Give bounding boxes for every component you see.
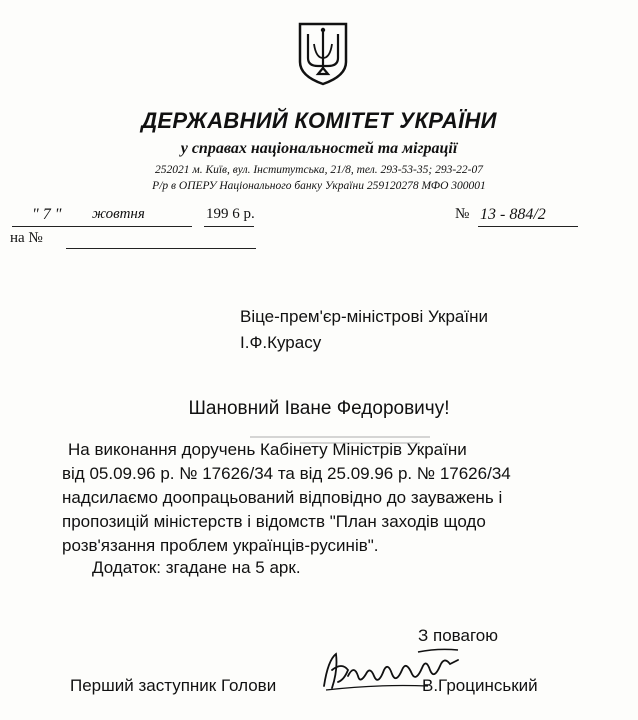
addressee-position: Віце-прем'єр-міністрові України xyxy=(240,307,488,326)
date-year: 199 6 р. xyxy=(206,206,255,222)
number-underline xyxy=(478,226,578,227)
closing-regards: З повагою xyxy=(418,626,498,645)
date-underline xyxy=(12,226,192,227)
document-number-label: № xyxy=(455,206,470,222)
attachment-note: Додаток: згадане на 5 арк. xyxy=(92,558,301,577)
addressee-block xyxy=(240,304,488,356)
signatory-position: Перший заступник Голови xyxy=(70,676,277,695)
signatory-name: В.Гроцинський xyxy=(422,676,538,695)
document-number-value: 13 - 884/2 xyxy=(480,206,546,223)
trident-emblem-icon xyxy=(296,22,350,86)
body-line: від 05.09.96 р. № 17626/34 та від 25.09.96 р. № 17626/34 xyxy=(62,464,511,483)
body-line: пропозицій міністерств і відомств "План заходів щодо xyxy=(62,512,486,531)
organization-title: ДЕРЖАВНИЙ КОМІТЕТ УКРАЇНИ xyxy=(141,108,497,133)
in-reply-label: на № xyxy=(10,230,43,246)
body-line: На виконання доручень Кабінету Міністрів України xyxy=(68,440,467,459)
addressee-name: І.Ф.Курасу xyxy=(240,333,322,352)
body-line: надсилаємо доопрацьований відповідно до зауважень і xyxy=(62,488,503,507)
year-underline xyxy=(204,226,254,227)
body-line: розв'язання проблем українців-русинів". xyxy=(62,536,379,555)
date-day: " 7 " xyxy=(32,206,62,223)
organization-subtitle: у справах національностей та міграції xyxy=(180,140,458,157)
date-month: жовтня xyxy=(92,206,145,222)
organization-bank: Р/р в ОПЕРУ Національного банку України 259120278 МФО 300001 xyxy=(152,180,486,192)
letter-body xyxy=(62,438,580,558)
organization-address: 252021 м. Київ, вул. Інститутська, 21/8, тел. 293-53-35; 293-22-07 xyxy=(155,164,483,176)
salutation: Шановний Іване Федоровичу! xyxy=(188,398,450,419)
in-reply-underline xyxy=(66,248,256,249)
